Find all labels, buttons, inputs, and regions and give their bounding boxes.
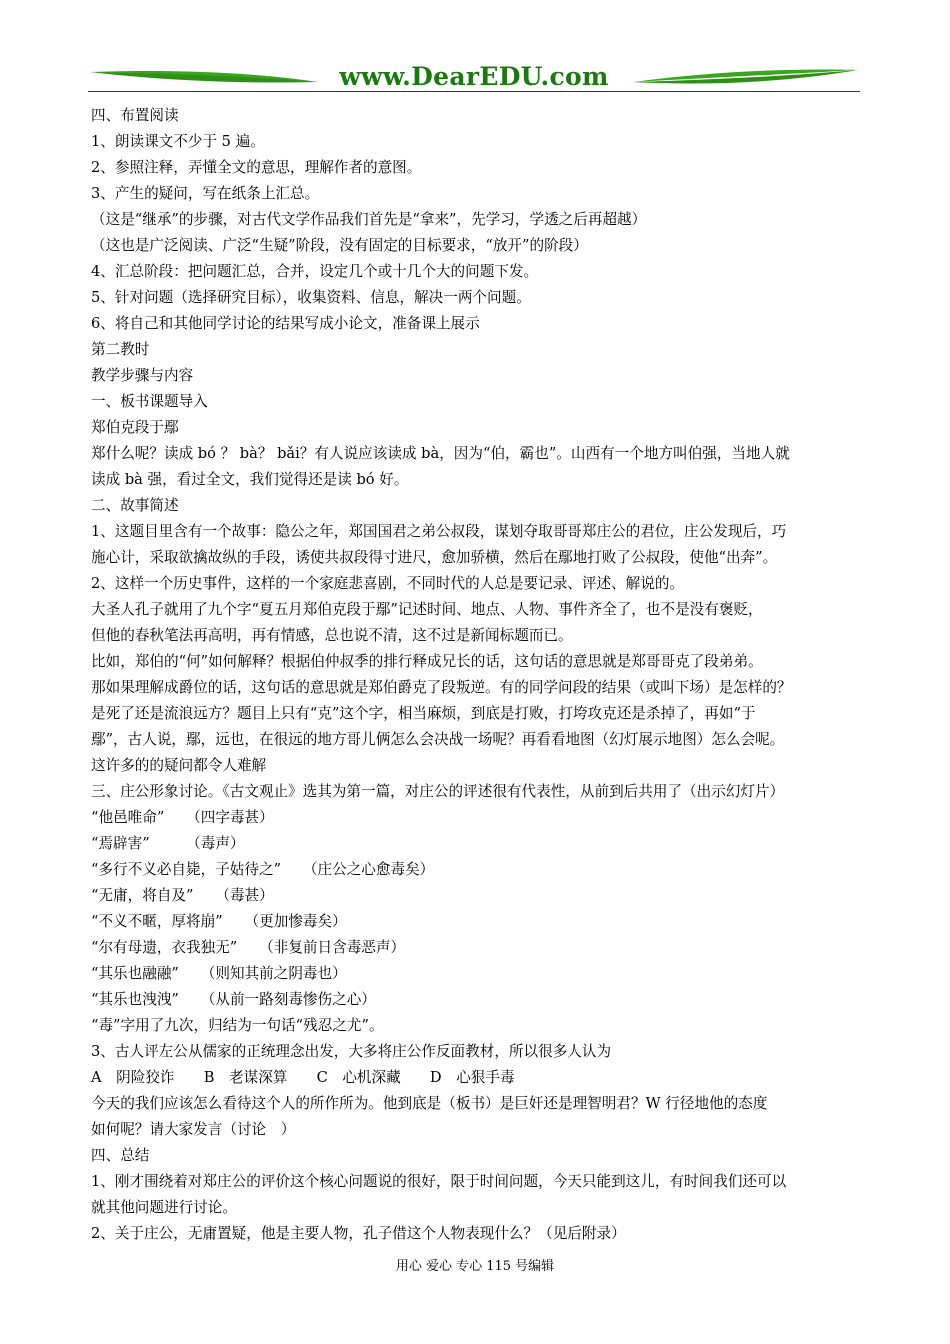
text-line: 四、布置阅读 bbox=[91, 107, 179, 124]
text-line: 3、古人评左公从儒家的正统理念出发，大多将庄公作反面教材，所以很多人认为 bbox=[91, 1043, 612, 1060]
text-line: “多行不义必自毙，子姑待之” （庄公之心愈毒矣） bbox=[91, 861, 435, 878]
text-line: 2、关于庄公，无庸置疑，他是主要人物，孔子借这个人物表现什么？（见后附录） bbox=[91, 1225, 626, 1242]
text-line: 鄢”，古人说，鄢，远也，在很远的地方哥儿俩怎么会决战一场呢？再看看地图（幻灯展示地图）怎么会呢。 bbox=[91, 731, 785, 748]
text-line: 5、针对问题（选择研究目标），收集资料、信息，解决一两个问题。 bbox=[91, 289, 531, 306]
text-line: 6、将自己和其他同学讨论的结果写成小论文，准备课上展示 bbox=[91, 315, 480, 332]
text-line: 大圣人孔子就用了九个字“夏五月郑伯克段于鄢”记述时间、地点、人物、事件齐全了，也不是没有褒贬， bbox=[91, 601, 763, 618]
site-logo-text[interactable]: www.DearEDU.com bbox=[339, 62, 609, 91]
document-body bbox=[91, 103, 866, 1247]
text-line: 今天的我们应该怎么看待这个人的所作所为。他到底是（板书）是巨奸还是理智明君？W 行径地他的态度 bbox=[91, 1095, 768, 1112]
text-line: “尔有母遗，衣我独无” （非复前日含毒恶声） bbox=[91, 939, 406, 956]
text-line: 1、这题目里含有一个故事：隐公之年，郑国国君之弟公叔段，谋划夺取哥哥郑庄公的君位，庄公发现后，巧 bbox=[91, 523, 787, 540]
text-line: 四、总结 bbox=[91, 1147, 150, 1164]
text-line: “焉辟害” （毒声） bbox=[91, 835, 245, 852]
text-line: 1、刚才围绕着对郑庄公的评价这个核心问题说的很好，限于时间问题，今天只能到这儿，有时间我们还可以 bbox=[91, 1173, 787, 1190]
text-line: 读成 bà 强，看过全文，我们觉得还是读 bó 好。 bbox=[91, 471, 409, 488]
text-line: 就其他问题进行讨论。 bbox=[91, 1199, 237, 1216]
text-line: “毒”字用了九次，归结为一句话“残忍之尤”。 bbox=[91, 1017, 384, 1034]
text-line: 1、朗读课文不少于 5 遍。 bbox=[91, 133, 265, 150]
text-line: 第二教时 bbox=[91, 341, 150, 358]
text-line: “无庸，将自及” （毒甚） bbox=[91, 887, 274, 904]
text-line: 二、故事简述 bbox=[91, 497, 179, 514]
text-line: 3、产生的疑问，写在纸条上汇总。 bbox=[91, 185, 320, 202]
text-line: 三、庄公形象讨论。《古文观止》选其为第一篇，对庄公的评述很有代表性，从前到后共用了（出示幻灯片） bbox=[91, 783, 785, 800]
text-line: “不义不暱，厚将崩” （更加惨毒矣） bbox=[91, 913, 347, 930]
text-line: 施心计，采取欲擒故纵的手段，诱使共叔段得寸进尺，愈加骄横，然后在鄢地打败了公叔段，使他“出奔”。 bbox=[91, 549, 778, 566]
text-line: A 阴险狡诈 B 老谋深算 C 心机深藏 D 心狠手毒 bbox=[91, 1069, 515, 1086]
page-footer: 用心 爱心 专心 115 号编辑 bbox=[395, 1259, 555, 1274]
text-line: 郑伯克段于鄢 bbox=[91, 419, 179, 436]
text-line: 郑什么呢？读成 bó ？ bà？ bǎi？有人说应该读成 bà，因为“伯，霸也”。山西有一个地方叫伯强，当地人就 bbox=[91, 445, 790, 462]
text-line: 一、板书课题导入 bbox=[91, 393, 208, 410]
text-line: 2、这样一个历史事件，这样的一个家庭悲喜剧，不同时代的人总是要记录、评述、解说的。 bbox=[91, 575, 685, 592]
text-line: （这也是广泛阅读、广泛“生疑”阶段，没有固定的目标要求，“放开”的阶段） bbox=[91, 237, 588, 254]
text-line: 是死了还是流浪远方？题目上只有“克”这个字，相当麻烦，到底是打败，打垮攻克还是杀掉了，再如“于 bbox=[91, 705, 756, 722]
text-line: 4、汇总阶段：把问题汇总，合并，设定几个或十几个大的问题下发。 bbox=[91, 263, 539, 280]
text-line: “其乐也洩洩” （从前一路刻毒惨伤之心） bbox=[91, 991, 376, 1008]
text-line: 这许多的的疑问都令人难解 bbox=[91, 757, 267, 774]
text-line: 2、参照注释，弄懂全文的意思，理解作者的意图。 bbox=[91, 159, 422, 176]
text-line: （这是“继承”的步骤，对古代文学作品我们首先是“拿来”，先学习，学透之后再超越） bbox=[91, 211, 647, 228]
header-divider bbox=[88, 91, 860, 92]
text-line: 教学步骤与内容 bbox=[91, 367, 194, 384]
text-line: “他邑唯命” （四字毒甚） bbox=[91, 809, 274, 826]
text-line: 比如，郑伯的“何”如何解释？根据伯仲叔季的排行释成兄长的话，这句话的意思就是郑哥哥克了段弟弟。 bbox=[91, 653, 763, 670]
text-line: 但他的春秋笔法再高明，再有情感，总也说不清，这不过是新闻标题而已。 bbox=[91, 627, 573, 644]
text-line: 那如果理解成爵位的话，这句话的意思就是郑伯爵克了段叛逆。有的同学问段的结果（或叫下场）是怎样的？ bbox=[91, 679, 792, 696]
text-line: 如何呢？请大家发言（讨论 ） bbox=[91, 1121, 296, 1138]
text-line: “其乐也融融” （则知其前之阴毒也） bbox=[91, 965, 347, 982]
